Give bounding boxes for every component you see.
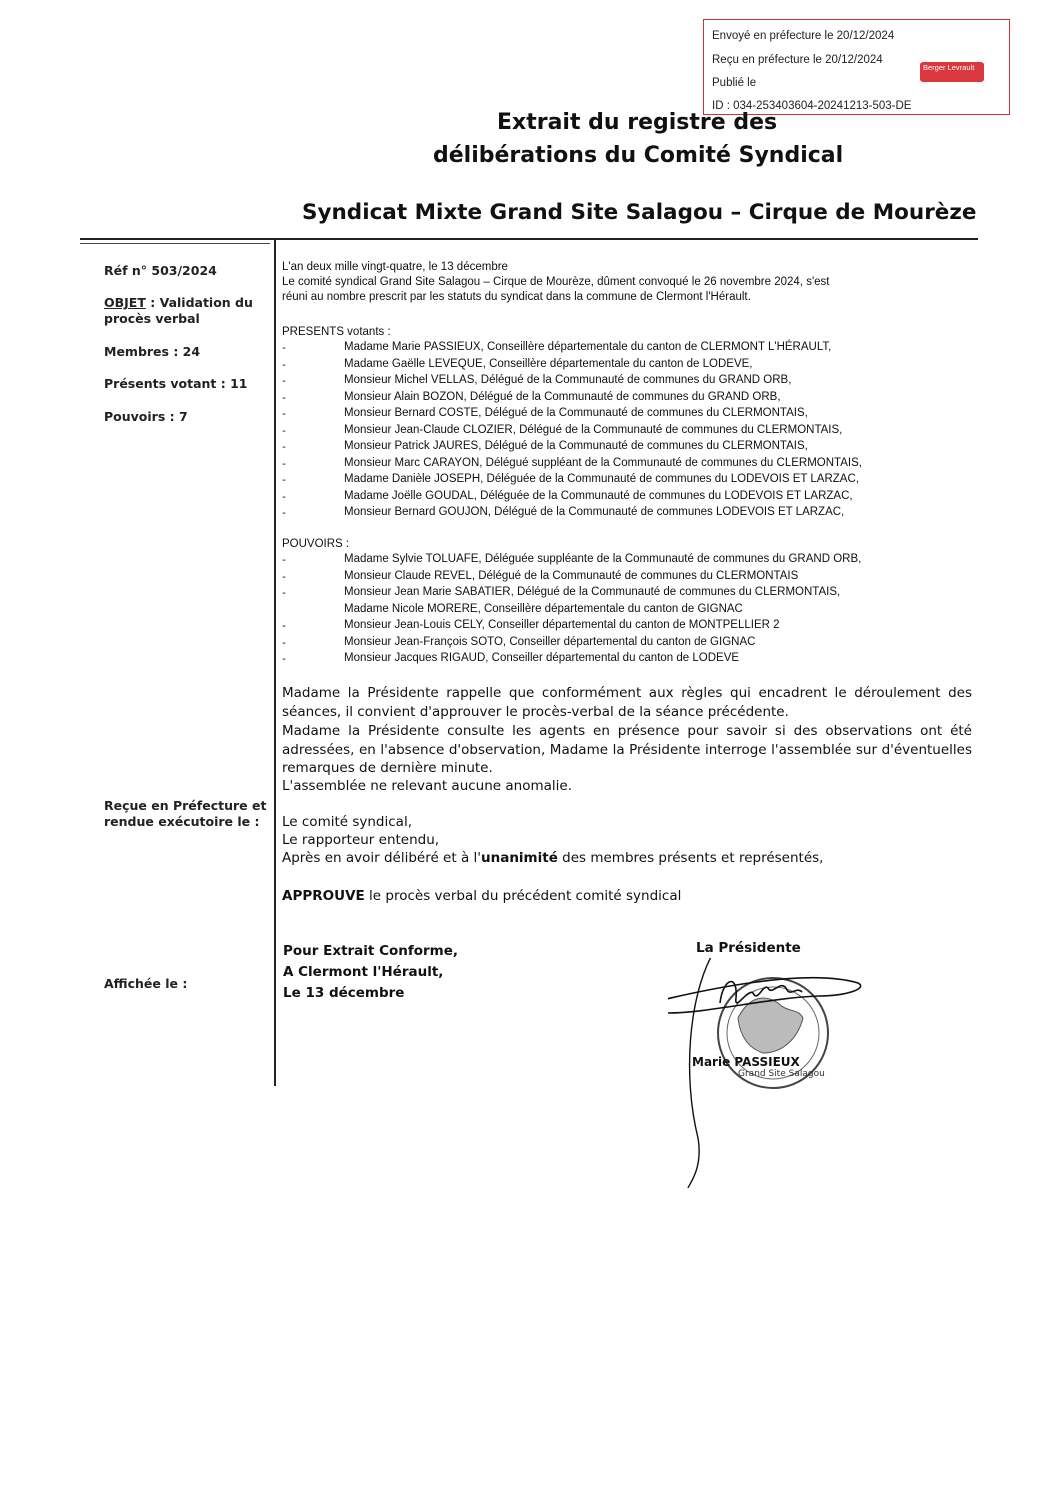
list-bullet: -	[282, 440, 286, 453]
deliberation-line	[282, 849, 972, 868]
list-bullet: -	[282, 473, 286, 486]
president-title: La Présidente	[696, 940, 801, 956]
column-divider	[274, 240, 276, 1086]
signing-date: Le 13 décembre	[283, 985, 405, 1001]
signing-place: A Clermont l'Hérault,	[283, 964, 444, 980]
list-bullet: -	[282, 390, 286, 404]
present-member-item: Monsieur Patrick JAURES, Délégué de la Communauté de communes du CLERMONTAIS,	[344, 440, 808, 452]
proxy-member-item: Monsieur Jean Marie SABATIER, Délégué de la Communauté de communes du CLERMONTAIS,	[344, 586, 841, 598]
certification-block	[283, 941, 458, 1004]
stamp-sent: Envoyé en préfecture le 20/12/2024	[712, 30, 895, 42]
present-member-item: Madame Danièle JOSEPH, Déléguée de la Communauté de communes du LODEVOIS ET LARZAC,	[344, 473, 859, 485]
committee-line: Le comité syndical,	[282, 814, 412, 830]
deliberation-pre: Après en avoir délibéré et à l'	[282, 850, 481, 866]
list-bullet: -	[282, 619, 286, 632]
proxies-count: Pouvoirs : 7	[104, 409, 188, 424]
approval-line	[282, 887, 972, 906]
list-bullet: -	[282, 506, 286, 519]
present-member-item: Monsieur Bernard COSTE, Délégué de la Communauté de communes du CLERMONTAIS,	[344, 407, 808, 419]
proxy-member-item: Monsieur Jean-François SOTO, Conseiller départemental du canton de GIGNAC	[344, 635, 756, 648]
certified-extract: Pour Extrait Conforme,	[283, 943, 459, 959]
signature-and-seal	[668, 958, 888, 1188]
list-bullet: -	[282, 635, 286, 649]
list-bullet: -	[282, 423, 286, 437]
posted-label: Affichée le :	[104, 976, 188, 991]
proxy-member-item: Monsieur Jacques RIGAUD, Conseiller départemental du canton de LODEVE	[344, 652, 740, 664]
rapporteur-line: Le rapporteur entendu,	[282, 832, 440, 848]
members-count: Membres : 24	[104, 344, 201, 359]
berger-levrault-logo: Berger Levrault	[920, 62, 984, 82]
list-bullet: -	[282, 357, 286, 371]
intro-line-2: Le comité syndical Grand Site Salagou – Cirque de Mourèze, dûment convoqué le 26 novembre 2024, s'est	[282, 276, 830, 288]
present-member-item: Monsieur Marc CARAYON, Délégué suppléant de la Communauté de communes du CLERMONTAIS,	[344, 456, 862, 469]
proxy-member-item: Monsieur Jean-Louis CELY, Conseiller départemental du canton de MONTPELLIER 2	[344, 619, 780, 631]
proxy-member-item: Monsieur Claude REVEL, Délégué de la Communauté de communes du CLERMONTAIS	[344, 569, 799, 582]
prefecture-stamp	[703, 19, 1010, 115]
proxies-heading: POUVOIRS :	[282, 538, 350, 550]
paragraph-no-anomaly: L'assemblée ne relevant aucune anomalie.	[282, 778, 572, 794]
approve-keyword: APPROUVE	[282, 888, 365, 904]
stamp-received: Reçu en préfecture le 20/12/2024	[712, 54, 883, 66]
header-divider-short	[80, 243, 270, 244]
seal-text: Grand Site Salagou	[738, 1069, 825, 1079]
present-member-item: Monsieur Michel VELLAS, Délégué de la Communauté de communes du GRAND ORB,	[344, 374, 792, 386]
present-member-item: Madame Joëlle GOUDAL, Déléguée de la Communauté de communes du LODEVOIS ET LARZAC,	[344, 489, 853, 502]
present-member-item: Madame Marie PASSIEUX, Conseillère départementale du canton de CLERMONT L'HÉRAULT,	[344, 341, 832, 353]
list-bullet: -	[282, 407, 286, 420]
object-text: : Validation du procès verbal	[104, 295, 253, 326]
object-label	[104, 295, 264, 327]
paragraph-recall: Madame la Présidente rappelle que conformément aux règles qui encadrent le déroulement des séances, il convient d'approuver le procès-verbal de la séance précédente.	[282, 685, 972, 720]
present-member-item: Monsieur Bernard GOUJON, Délégué de la Communauté de communes LODEVOIS ET LARZAC,	[344, 506, 845, 518]
object-heading: OBJET	[104, 295, 146, 310]
organization-name: Syndicat Mixte Grand Site Salagou – Cirque de Mourèze	[302, 200, 977, 225]
present-member-item: Monsieur Alain BOZON, Délégué de la Communauté de communes du GRAND ORB,	[344, 390, 781, 403]
proxy-member-item: Madame Sylvie TOLUAFE, Déléguée suppléante de la Communauté de communes du GRAND ORB,	[344, 553, 862, 565]
present-voters-count: Présents votant : 11	[104, 376, 248, 391]
proxy-member-item: Madame Nicole MORERE, Conseillère départementale du canton de GIGNAC	[344, 602, 743, 615]
header-divider	[80, 238, 978, 240]
intro-line-3: réuni au nombre prescrit par les statuts du syndicat dans la commune de Clermont l'Hérault.	[282, 291, 751, 303]
president-name: Marie PASSIEUX	[692, 1055, 800, 1069]
present-member-item: Monsieur Jean-Claude CLOZIER, Délégué de la Communauté de communes du CLERMONTAIS,	[344, 423, 843, 436]
list-bullet: -	[282, 553, 286, 566]
list-bullet: -	[282, 652, 286, 665]
unanimity-text: unanimité	[480, 850, 558, 866]
presents-heading: PRESENTS votants :	[282, 326, 391, 338]
approve-text: le procès verbal du précédent comité syndical	[364, 888, 682, 904]
list-bullet: -	[282, 569, 286, 583]
stamp-id: ID : 034-253403604-20241213-503-DE	[712, 100, 912, 112]
intro-line-1: L'an deux mille vingt-quatre, le 13 décembre	[282, 261, 508, 273]
paragraph-consultation: Madame la Présidente consulte les agents en présence pour savoir si des observations ont été adressées, en l'absence d'observation, Madame la Présidente interroge l'assemblée sur d'éventuelles remarques de dernière minute.	[282, 723, 972, 776]
stamp-published: Publié le	[712, 77, 757, 89]
list-bullet: -	[282, 586, 286, 599]
reference-number: Réf n° 503/2024	[104, 263, 217, 278]
list-bullet: -	[282, 489, 286, 503]
seal-emblem	[738, 998, 803, 1053]
list-bullet: -	[282, 456, 286, 470]
list-bullet: -	[282, 341, 286, 354]
list-bullet: -	[282, 374, 286, 387]
prefecture-received-label: Reçue en Préfecture et rendue exécutoire le :	[104, 798, 267, 829]
document-title-line1: Extrait du registre des	[497, 110, 778, 135]
document-title-line2: délibérations du Comité Syndical	[433, 143, 844, 168]
deliberation-post: des membres présents et représentés,	[557, 850, 824, 866]
present-member-item: Madame Gaëlle LEVEQUE, Conseillère départementale du canton de LODEVE,	[344, 357, 753, 370]
